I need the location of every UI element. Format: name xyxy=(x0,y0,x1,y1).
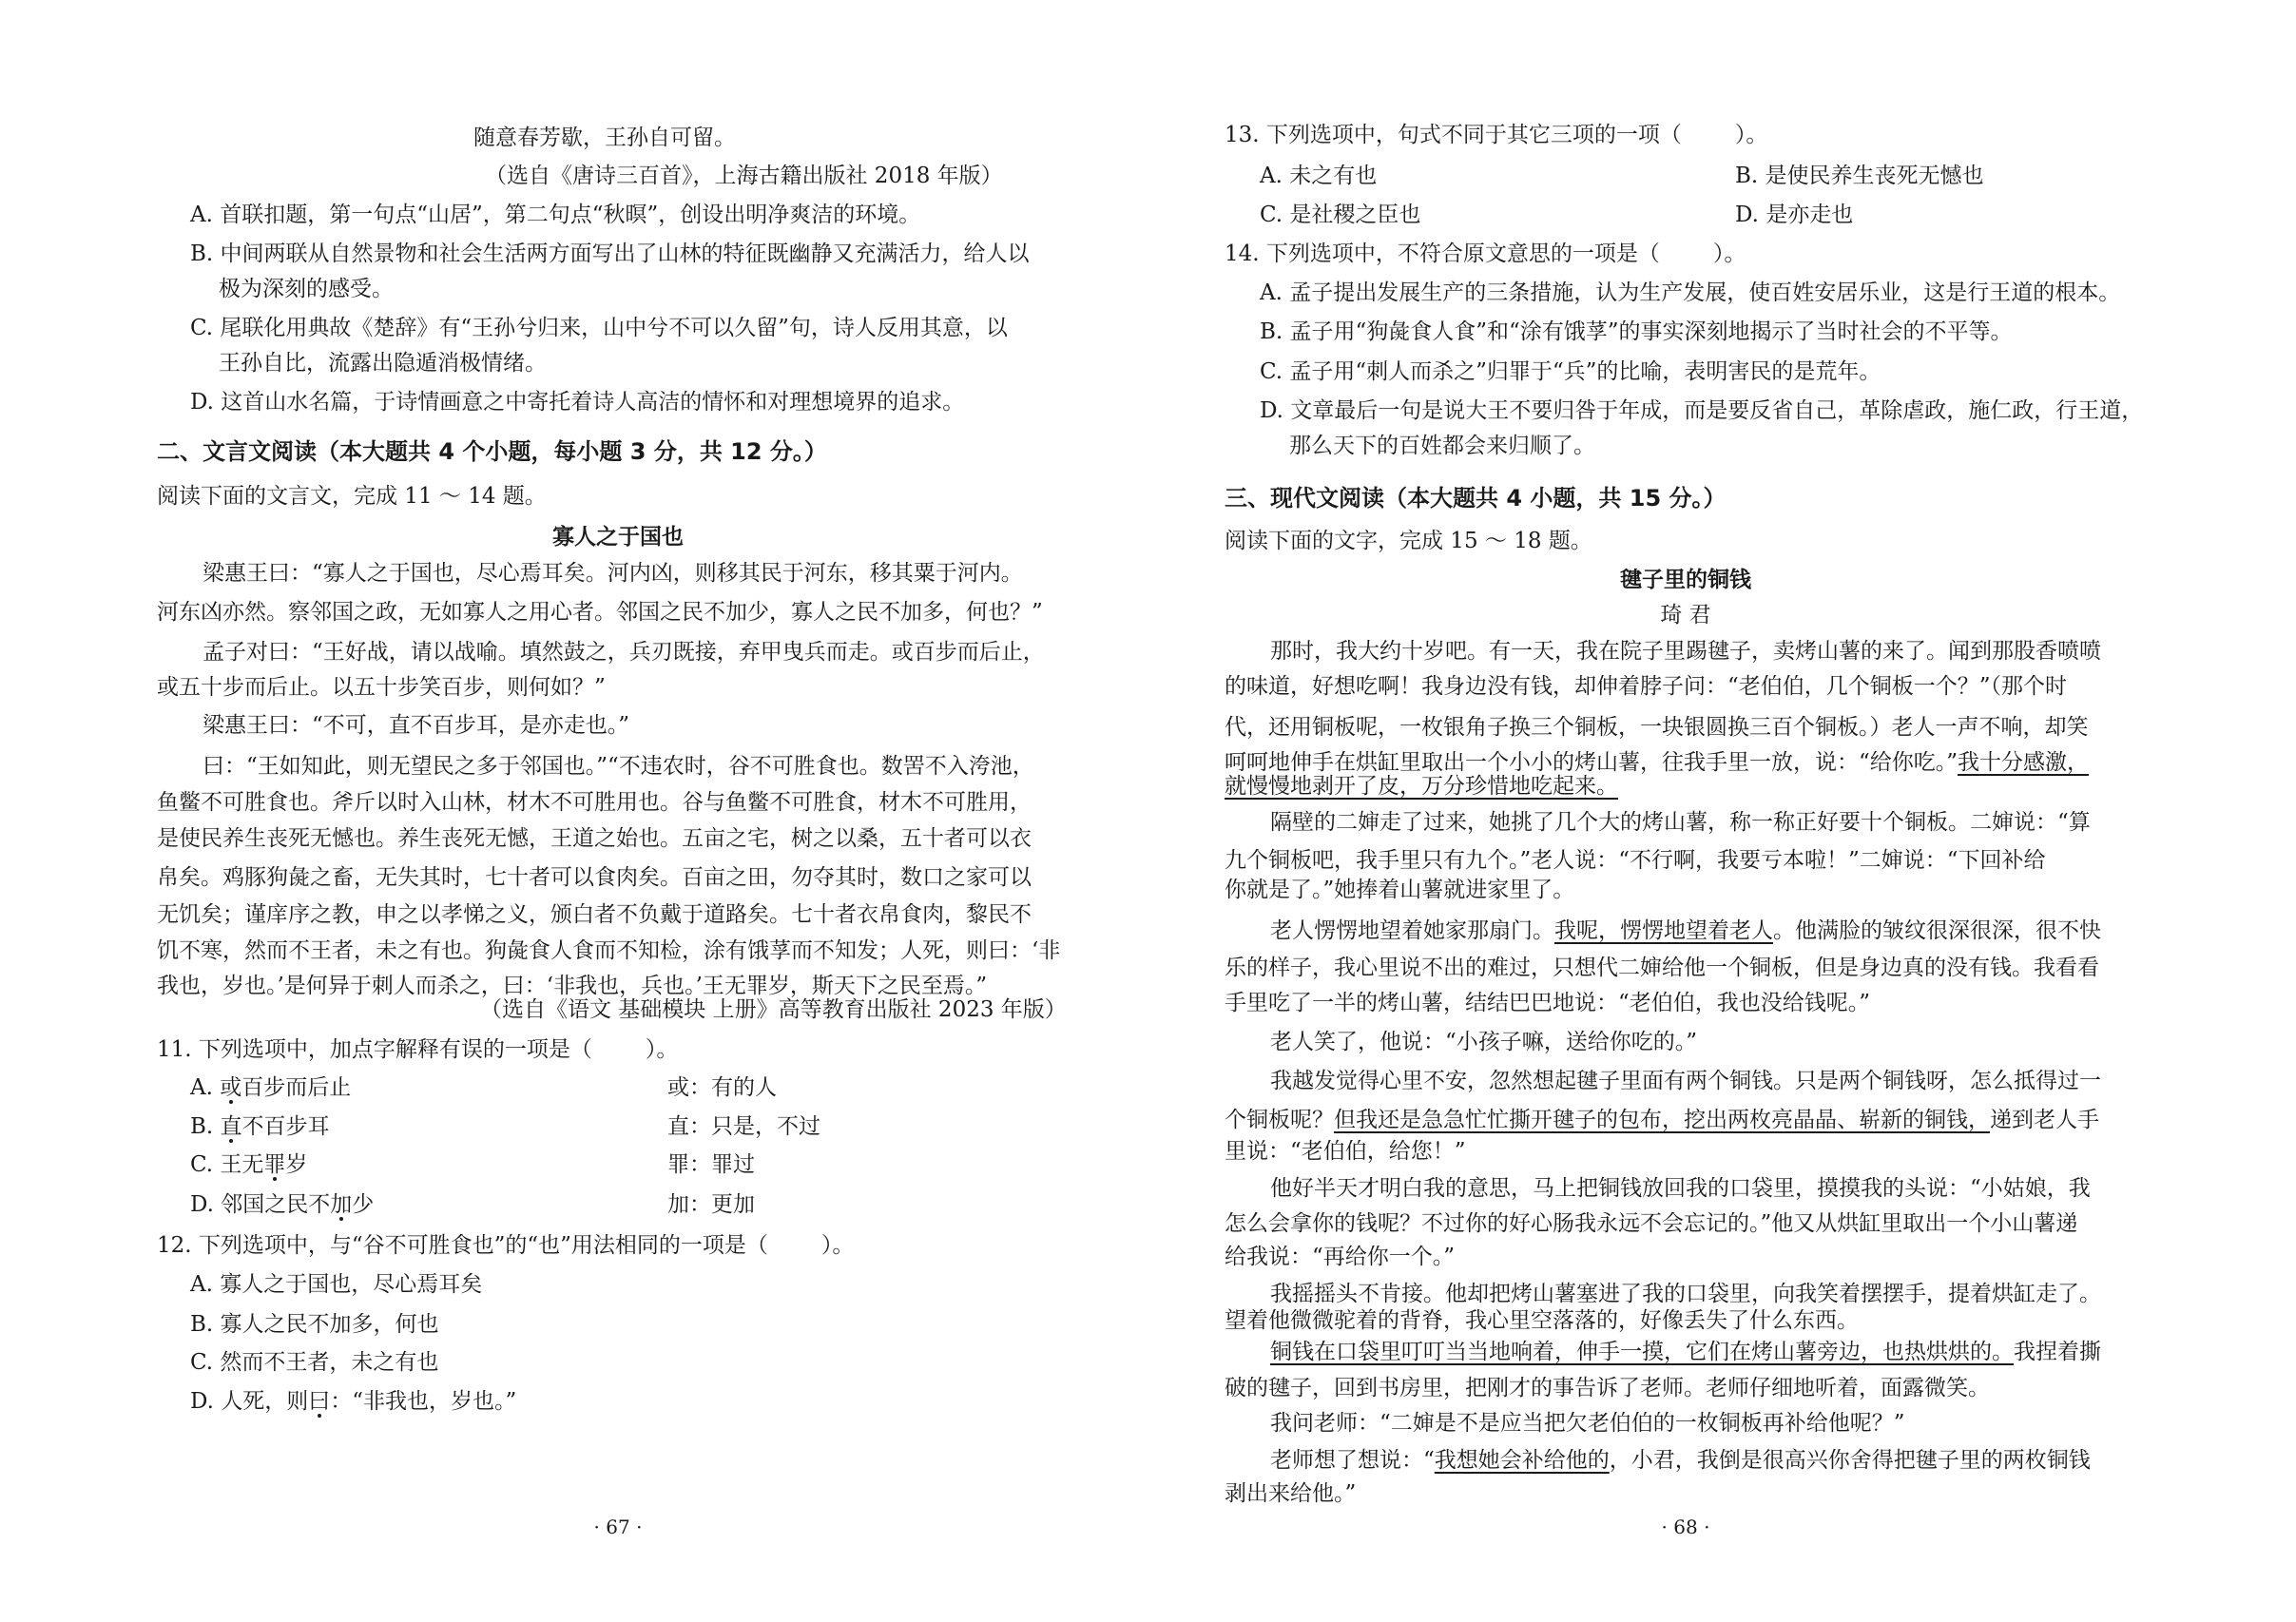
story-text: 我越发觉得心里不安，忽然想起毽子里面有两个铜钱。只是两个铜钱呀，怎么抵得过一 xyxy=(1270,1069,2101,1093)
passage-line: 饥不寒，然而不王者，未之有也。狗彘食人食而不知检，涂有饿莩而不知发；人死，则曰：‘非 xyxy=(157,938,1061,963)
q11-stem xyxy=(157,1033,678,1066)
underlined-text: 铜钱在口袋里叮叮当当地响着，伸手一摸，它们在烤山薯旁边，也热烘烘的。 xyxy=(1270,1340,2014,1364)
passage-line: 帛矣。鸡豚狗彘之畜，无失其时，七十者可以食肉矣。百亩之田，勿夺其时，数口之家可以 xyxy=(157,865,1032,890)
story-text: 老人愣愣地望着她家那扇门。 xyxy=(1270,918,1554,943)
q10-option-line: B. 中间两联从自然景物和社会生活两方面写出了山林的特征既幽静又充满活力，给人以 xyxy=(190,241,1030,266)
page-number: · 68 · xyxy=(1661,1516,1710,1538)
q11-answer: 罪：罪过 xyxy=(667,1152,755,1177)
option-text: A. xyxy=(190,1075,221,1100)
page-number: · 67 · xyxy=(593,1516,643,1538)
story-text: 那时，我大约十岁吧。有一天，我在院子里踢毽子，卖烤山薯的来了。闻到那股香喷喷 xyxy=(1270,639,2101,664)
option-text: D. 邻国之民不 xyxy=(190,1192,331,1217)
story-text: 手里吃了一半的烤山薯，结结巴巴地说：“老伯伯，我也没给钱呢。” xyxy=(1225,991,1871,1015)
passage-line: 孟子对曰：“王好战，请以战喻。填然鼓之，兵刃既接，弃甲曳兵而走。或百步而后止， xyxy=(203,640,1045,665)
q11-option xyxy=(190,1110,330,1143)
underlined-text: 我十分感激， xyxy=(1958,750,2090,775)
story-text: 我问老师：“二婶是不是应当把欠老伯伯的一枚铜板再补给他呢？” xyxy=(1270,1411,1905,1436)
option-text: ：“非我也，岁也。” xyxy=(330,1389,517,1414)
story-line xyxy=(1225,844,2046,877)
passage-line: 梁惠王曰：“不可，直不百步耳，是亦走也。” xyxy=(203,713,630,738)
story-line xyxy=(1225,711,2089,743)
story-text: 九个铜板吧，我手里只有九个。”老人说：“不行啊，我要亏本啦！”二婶说：“下回补给 xyxy=(1225,848,2046,873)
right-page xyxy=(1225,0,2147,1622)
q14-option-line: B. 孟子用“狗彘食人食”和“涂有饿莩”的事实深刻地揭示了当时社会的不平等。 xyxy=(1260,319,2013,344)
passage-line: 我也，岁也。’是何异于刺人而杀之，曰：‘非我也，兵也。’王无罪岁，斯天下之民至焉。” xyxy=(157,974,988,998)
story-text: 你就是了。”她捧着山薯就进家里了。 xyxy=(1225,878,1575,902)
story-line xyxy=(1270,1407,1905,1439)
q11-option xyxy=(190,1188,374,1221)
question-stem-text: 14. 下列选项中，不符合原文意思的一项是（ xyxy=(1225,241,1660,266)
section3-intro: 阅读下面的文字，完成 15 ～ 18 题。 xyxy=(1225,529,1592,553)
story-line xyxy=(1225,1241,1455,1273)
underlined-text: 我想她会补给他的 xyxy=(1434,1448,1610,1473)
story-line xyxy=(1270,635,2101,667)
q13-option: A. 未之有也 xyxy=(1260,164,1378,188)
section2-heading: 二、文言文阅读（本大题共 4 个小题，每小题 3 分，共 12 分。） xyxy=(157,438,827,465)
q14-option-line: D. 文章最后一句是说大王不要归咎于年成，而是要反省自己，革除虐政，施仁政，行王道， xyxy=(1260,398,2144,423)
story-text: ，小君，我倒是很高兴你舍得把毽子里的两枚铜钱 xyxy=(1609,1448,2091,1473)
story-text: 的味道，好想吃啊！我身边没有钱，却伸着脖子问：“老伯伯，几个铜板一个？”（那个时 xyxy=(1225,674,2068,699)
story-title: 毽子里的铜钱 xyxy=(1620,568,1751,592)
q10-option-line: 极为深刻的感受。 xyxy=(219,277,394,301)
question-stem-text: 13. 下列选项中，句式不同于其它三项的一项（ xyxy=(1225,123,1682,147)
story-line xyxy=(1225,874,1574,906)
story-text: 给我说：“再给你一个。” xyxy=(1225,1245,1456,1269)
q14-option-line: A. 孟子提出发展生产的三条措施，认为生产发展，使百姓安居乐业，这是行王道的根本。 xyxy=(1260,280,2121,305)
q14-stem xyxy=(1225,238,1746,270)
story-line xyxy=(1225,952,2099,984)
section3-heading: 三、现代文阅读（本大题共 4 小题，共 15 分。） xyxy=(1225,485,1727,512)
q12-option: A. 寡人之于国也，尽心焉耳矣 xyxy=(190,1272,483,1297)
q10-option-line: C. 尾联化用典故《楚辞》有“王孙兮归来，山中兮不可以久留”句，诗人反用其意，以 xyxy=(190,316,1008,340)
passage-line: 河东凶亦然。察邻国之政，无如寡人之用心者。邻国之民不加少，寡人之民不加多，何也？” xyxy=(157,600,1043,625)
dotted-character: 罪 xyxy=(263,1152,286,1177)
story-line xyxy=(1225,1104,2099,1136)
q12-option: B. 寡人之民不加多，何也 xyxy=(190,1312,439,1337)
story-line xyxy=(1270,1026,1697,1058)
q10-option-line: D. 这首山水名篇，于诗情画意之中寄托着诗人高洁的情怀和对理想境界的追求。 xyxy=(190,390,965,415)
underlined-text: 就慢慢地剥开了皮，万分珍惜地吃起来。 xyxy=(1225,774,1618,799)
option-text: 不百步耳 xyxy=(241,1114,330,1139)
story-line xyxy=(1225,670,2067,703)
section2-intro: 阅读下面的文言文，完成 11 ～ 14 题。 xyxy=(157,484,547,509)
passage-line: 曰：“王如知此，则无望民之多于邻国也。”“不违农时，谷不可胜食也。数罟不入洿池， xyxy=(203,754,1034,779)
option-text: 少 xyxy=(352,1192,375,1217)
option-text: 岁 xyxy=(285,1152,308,1177)
dotted-character: 直 xyxy=(220,1114,242,1139)
q13-option: C. 是社稷之臣也 xyxy=(1260,203,1421,227)
passage-title: 寡人之于国也 xyxy=(552,525,684,550)
story-text: 老人笑了，他说：“小孩子嘛，送给你吃的。” xyxy=(1270,1030,1698,1054)
passage-line: 或五十步而后止。以五十步笑百步，则何如？” xyxy=(157,675,606,700)
passage-line: 鱼鳖不可胜食也。斧斤以时入山林，材木不可胜用也。谷与鱼鳖不可胜食，材木不可胜用， xyxy=(157,790,1032,815)
story-line xyxy=(1270,1172,2091,1205)
q11-option xyxy=(190,1072,351,1104)
story-text: 乐的样子，我心里说不出的难过，只想代二婶给他一个铜板，但是身边真的没有钱。我看看 xyxy=(1225,956,2099,980)
q11-answer: 加：更加 xyxy=(667,1192,755,1217)
question-stem-text: 12. 下列选项中，与“谷不可胜食也”的“也”用法相同的一项是（ xyxy=(157,1233,768,1258)
dotted-character: 或 xyxy=(220,1075,242,1100)
underlined-text: 我呢，愣愣地望着老人 xyxy=(1554,918,1773,943)
q13-option: B. 是使民养生丧死无憾也 xyxy=(1735,164,1984,188)
story-line xyxy=(1225,1477,1356,1510)
q12-stem xyxy=(157,1229,854,1262)
passage-line: 梁惠王曰：“寡人之于国也，尽心焉耳矣。河内凶，则移其民于河东，移其粟于河内。 xyxy=(203,561,1023,586)
story-text: 怎么会拿你的钱呢？不过你的好心肠我永远不会忘记的。”他又从烘缸里取出一个小山薯递 xyxy=(1225,1211,2078,1236)
story-text: 破的毽子，回到书房里，把刚才的事告诉了老师。老师仔细地听着，面露微笑。 xyxy=(1225,1376,1990,1400)
story-author: 琦 君 xyxy=(1660,603,1711,628)
q10-option-line: 王孙自比，流露出隐遁消极情绪。 xyxy=(219,351,547,376)
story-text: 隔壁的二婶走了过来，她挑了几个大的烤山薯，称一称正好要十个铜板。二婶说：“算 xyxy=(1270,810,2091,835)
q14-option-line: C. 孟子用“刺人而杀之”归罪于“兵”的比喻，表明害民的是荒年。 xyxy=(1260,359,1881,384)
q12-option xyxy=(190,1385,516,1418)
story-line xyxy=(1225,770,1618,802)
story-text: 呵呵地伸手在烘缸里取出一个小小的烤山薯，往我手里一放，说：“给你吃。” xyxy=(1225,750,1958,775)
passage-line: 无饥矣；谨庠序之教，申之以孝悌之义，颁白者不负戴于道路矣。七十者衣帛食肉，黎民不 xyxy=(157,902,1032,927)
question-stem-end: ）。 xyxy=(1734,123,1768,147)
story-text: 剥出来给他。” xyxy=(1225,1481,1357,1506)
story-line xyxy=(1270,1065,2101,1097)
underlined-text: 但我还是急急忙忙撕开毽子的包布，挖出两枚亮晶晶、崭新的铜钱， xyxy=(1334,1108,1990,1132)
story-line xyxy=(1270,1444,2091,1477)
story-line xyxy=(1225,1372,1990,1404)
story-line xyxy=(1270,915,2101,947)
story-line xyxy=(1225,1304,1859,1337)
story-text: 他好半天才明白我的意思，马上把铜钱放回我的口袋里，摸摸我的头说：“小姑娘，我 xyxy=(1270,1176,2091,1201)
story-text: 我摇摇头不肯接。他却把烤山薯塞进了我的口袋里，向我笑着摆摆手，提着烘缸走了。 xyxy=(1270,1282,2101,1306)
passage-source: （选自《语文 基础模块 上册》高等教育出版社 2023 年版） xyxy=(480,997,1067,1022)
story-text: 里说：“老伯伯，给您！” xyxy=(1225,1139,1466,1164)
poem-source: （选自《唐诗三百首》，上海古籍出版社 2018 年版） xyxy=(485,164,1003,188)
story-line xyxy=(1225,987,1870,1019)
story-text: 望着他微微驼着的背脊，我心里空落落的，好像丢失了什么东西。 xyxy=(1225,1308,1859,1333)
option-text: 百步而后止 xyxy=(241,1075,352,1100)
question-stem-end: ）。 xyxy=(1712,241,1746,266)
option-text: B. xyxy=(190,1114,221,1139)
story-line xyxy=(1270,1336,2101,1368)
q13-stem xyxy=(1225,119,1767,151)
q11-option xyxy=(190,1149,307,1181)
q12-option: C. 然而不王者，未之有也 xyxy=(190,1350,439,1375)
question-stem-end: ）。 xyxy=(820,1233,855,1258)
q11-answer: 或：有的人 xyxy=(667,1075,777,1100)
story-text: 。他满脸的皱纹很深很深，很不快 xyxy=(1773,918,2101,943)
left-page xyxy=(157,0,1079,1622)
dotted-character: 加 xyxy=(330,1192,353,1217)
story-text: 我捏着撕 xyxy=(2014,1340,2101,1364)
question-stem-text: 11. 下列选项中，加点字解释有误的一项是（ xyxy=(157,1037,592,1062)
story-line xyxy=(1270,806,2091,839)
story-line xyxy=(1225,1207,2077,1240)
passage-line: 是使民养生丧死无憾也。养生丧死无憾，王道之始也。五亩之宅，树之以桑，五十者可以衣 xyxy=(157,826,1032,851)
story-text: 代，还用铜板呢，一枚银角子换三个铜板，一块银圆换三百个铜板。）老人一声不响，却笑 xyxy=(1225,715,2089,740)
story-text: 老师想了想说：“ xyxy=(1270,1448,1435,1473)
q14-option-line: 那么天下的百姓都会来归顺了。 xyxy=(1289,434,1595,458)
story-text: 个铜板呢？ xyxy=(1225,1108,1334,1132)
story-text: 递到老人手 xyxy=(1990,1108,2099,1132)
poem-last-line: 随意春芳歇，王孙自可留。 xyxy=(473,126,736,150)
q11-answer: 直：只是，不过 xyxy=(667,1114,820,1139)
q13-option: D. 是亦走也 xyxy=(1735,203,1854,227)
option-text: C. 王无 xyxy=(190,1152,264,1177)
q10-option-line: A. 首联扣题，第一句点“山居”，第二句点“秋暝”，创设出明净爽洁的环境。 xyxy=(190,203,921,227)
dotted-character: 曰 xyxy=(308,1389,331,1414)
question-stem-end: ）。 xyxy=(645,1037,679,1062)
option-text: D. 人死，则 xyxy=(190,1389,309,1414)
story-line xyxy=(1225,1135,1466,1168)
